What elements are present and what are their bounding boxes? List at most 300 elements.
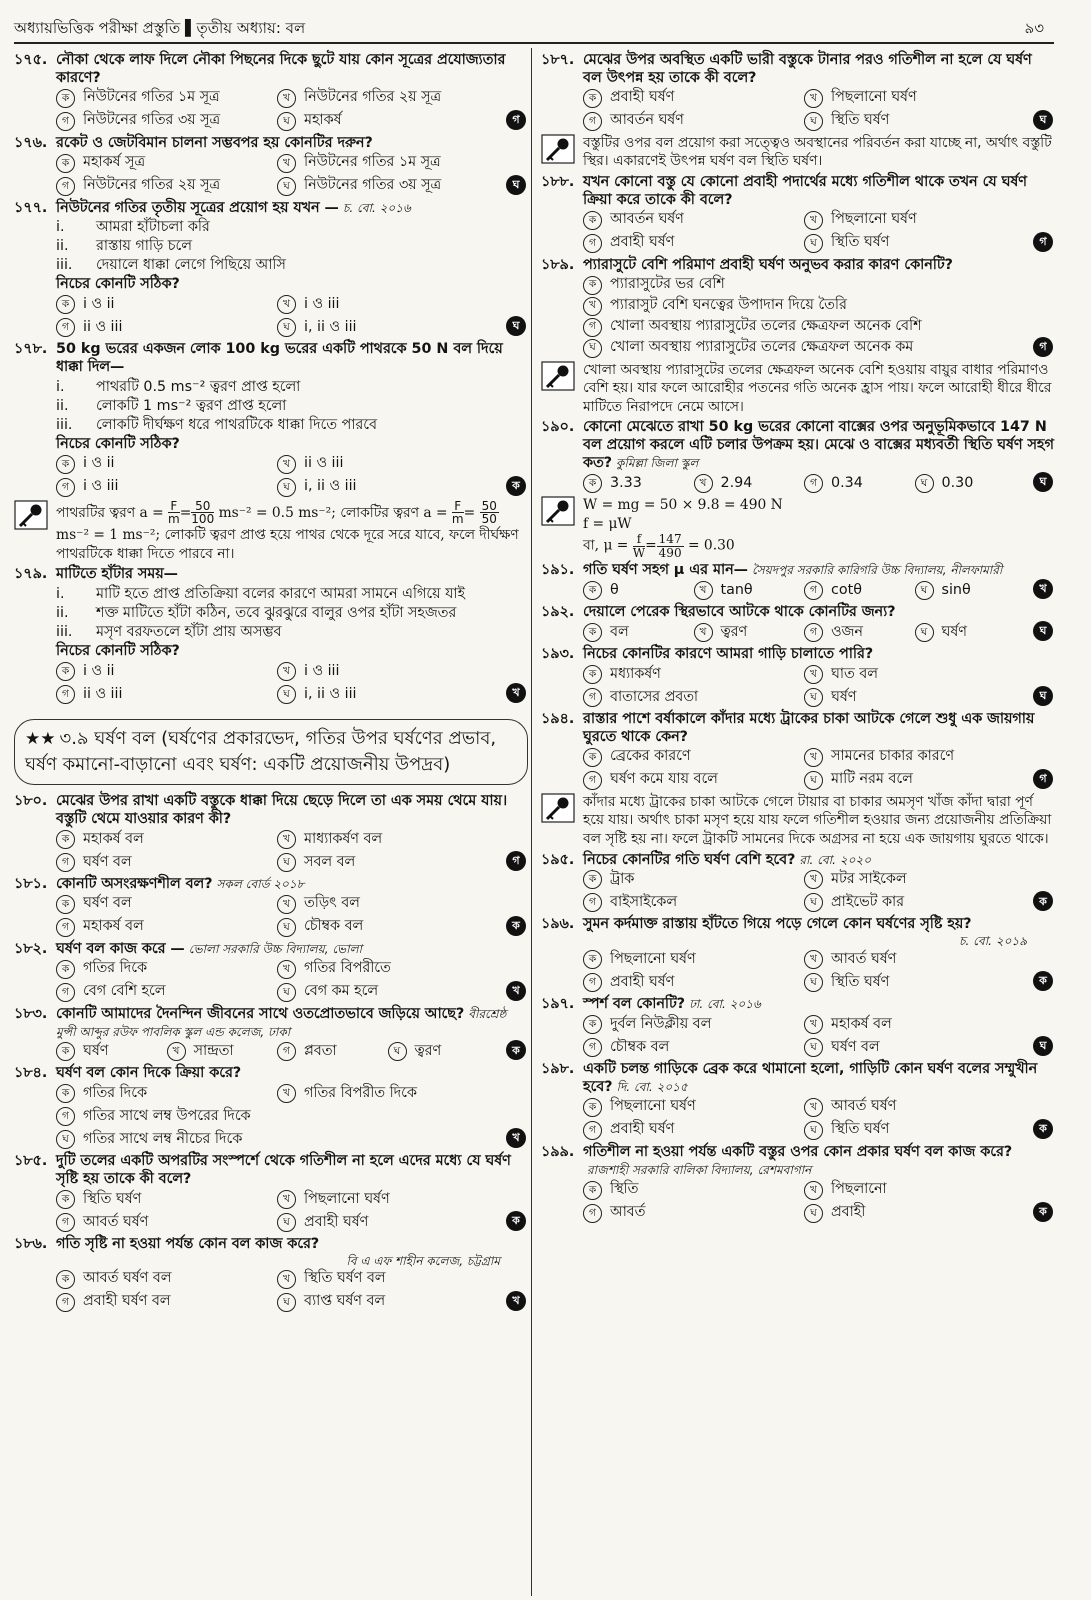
option-text: নিউটনের গতির ১ম সূত্র: [83, 89, 220, 106]
question-source: বীরশ্রেষ্ঠ মুন্সী আব্দুর রউফ পাবলিক স্কুল এন্ড কলেজ, ঢাকা: [56, 1006, 507, 1039]
options: [541, 1180, 1055, 1224]
option-label: ক: [583, 623, 602, 642]
option[interactable]: [277, 1269, 498, 1290]
option[interactable]: [56, 477, 277, 498]
roman-numeral: ii.: [56, 238, 69, 254]
option[interactable]: [804, 1120, 1025, 1141]
option[interactable]: [804, 892, 1025, 913]
option[interactable]: [56, 1269, 277, 1290]
option-label: ঘ: [804, 973, 823, 992]
option-text: বেগ বেশি হলে: [83, 983, 166, 1000]
question-source: ঢা. বো. ২০১৬: [689, 997, 761, 1012]
answer-badge: ঘ: [1033, 472, 1053, 492]
option[interactable]: [277, 454, 498, 475]
option[interactable]: [583, 770, 804, 791]
option[interactable]: [56, 1189, 277, 1210]
option[interactable]: [277, 1189, 498, 1210]
option-label: ঘ: [277, 853, 296, 872]
question-item: [14, 341, 528, 563]
option[interactable]: [56, 454, 277, 475]
option[interactable]: [277, 176, 498, 197]
option-text: i ও iii: [83, 478, 119, 495]
question-number: ১৮৬.: [14, 1235, 48, 1252]
option-text: মহাকর্ষ বল: [83, 830, 144, 847]
option[interactable]: [804, 869, 1025, 890]
option-label: গ: [56, 983, 75, 1002]
answer-badge: ক: [1033, 1202, 1053, 1222]
option-label: ক: [583, 276, 602, 295]
option[interactable]: [583, 892, 804, 913]
question-number: ১৭৭.: [14, 199, 48, 216]
option[interactable]: [583, 275, 1025, 296]
option-text: বাতাসের প্রবতা: [610, 688, 699, 705]
option-text: নিউটনের গতির ১ম সূত্র: [304, 154, 441, 171]
option[interactable]: [56, 1212, 277, 1233]
option-label: ঘ: [804, 893, 823, 912]
option-label: গ: [804, 623, 823, 642]
option[interactable]: [56, 959, 277, 980]
question-text: [14, 1006, 528, 1042]
option-label: গ: [583, 688, 602, 707]
question-item: [541, 1144, 1055, 1224]
option-label: ক: [583, 474, 602, 493]
option[interactable]: [277, 684, 498, 705]
option-label: গ: [56, 918, 75, 937]
section-title: ৩.৯ ঘর্ষণ বল (ঘর্ষণের প্রকারভেদ, গতির উপর ঘর্ষণের প্রভাব, ঘর্ষণ কমানো-বাড়ানো এবং ঘর্ষণ: একটি প্রয়োজনীয় উপদ্রব): [25, 728, 497, 776]
answer-badge: গ: [1033, 337, 1053, 357]
option[interactable]: [583, 233, 804, 254]
question-body: সুমন কর্দমাক্ত রাস্তায় হাঁটতে গিয়ে পড়ে গেলে কোন ঘর্ষণের সৃষ্টি হয়?: [583, 916, 972, 933]
option-label: ক: [56, 295, 75, 314]
option-label: গ: [583, 1038, 602, 1057]
option[interactable]: [583, 317, 1025, 338]
option[interactable]: [915, 473, 1026, 494]
answer-badge: খ: [506, 1128, 526, 1148]
options: [541, 869, 1055, 913]
statement: [56, 218, 528, 237]
option[interactable]: [583, 687, 804, 708]
option[interactable]: [56, 917, 277, 938]
numerator: F: [168, 500, 180, 514]
option-text: প্রবাহী ঘর্ষণ: [610, 234, 675, 251]
option[interactable]: [56, 153, 277, 174]
question-text: [14, 52, 528, 88]
option-label: খ: [804, 89, 823, 108]
option-text: i ও iii: [304, 662, 340, 679]
option-label: ক: [583, 211, 602, 230]
option-label: গ: [56, 1213, 75, 1232]
option-label: খ: [804, 950, 823, 969]
option[interactable]: [804, 580, 915, 601]
option[interactable]: [56, 829, 277, 850]
option[interactable]: [583, 1014, 804, 1035]
statement: [56, 623, 528, 642]
option-text: গতির দিকে: [83, 960, 147, 977]
option[interactable]: [277, 153, 498, 174]
answer-badge: ক: [506, 1040, 526, 1060]
options-grid: [56, 294, 498, 338]
option-label: খ: [694, 474, 713, 493]
option-label: খ: [804, 1015, 823, 1034]
option[interactable]: [583, 1037, 804, 1058]
question-text: [14, 135, 528, 153]
question-item: [541, 916, 1055, 993]
option-label: গ: [277, 1042, 296, 1061]
option[interactable]: [583, 111, 804, 132]
option[interactable]: [804, 1203, 1025, 1224]
fraction: [452, 500, 464, 526]
fraction: [191, 500, 214, 526]
options: [541, 1097, 1055, 1141]
option[interactable]: [277, 111, 498, 132]
option[interactable]: [277, 1041, 388, 1062]
option[interactable]: [583, 210, 804, 231]
option[interactable]: [56, 894, 277, 915]
options-grid: [56, 959, 498, 1003]
option-text: 0.30: [941, 474, 974, 491]
question-source: চ. বো. ২০১৯: [959, 934, 1027, 949]
explanation-text: কাঁদার মধ্যে ট্রাকের চাকা আটকে গেলে টায়ার বা চাকার অমসৃণ খাঁজ কাঁদা দ্বারা পূর্ণ হয়ে যায়। অর্থাৎ চাকা মসৃণ হয়ে যায় ফলে গতিশীল হওয়ার জন্য প্রয়োজনীয় প্রতিক্রিয়া বল সৃষ্টি হয় না। ফলে ট্রাকটি সামনের দিকে অগ্রসর না হয়ে এক জায়গায় ঘুরতে থাকে।: [583, 793, 1052, 847]
option-text: গতির সাথে লম্ব উপরের দিকে: [83, 1107, 251, 1124]
option-text: তড়িৎ বল: [304, 895, 360, 912]
option-label: ক: [583, 89, 602, 108]
option-text: গতির দিকে: [83, 1084, 147, 1101]
question-number: ১৮১.: [14, 875, 48, 892]
option-text: আবর্তন ঘর্ষণ: [610, 112, 684, 129]
option[interactable]: [804, 1180, 1025, 1201]
option-label: খ: [804, 748, 823, 767]
answer-badge: ক: [1033, 1119, 1053, 1139]
options-grid: [583, 747, 1025, 791]
options-grid: [56, 88, 498, 132]
question-text: [14, 876, 528, 894]
option[interactable]: [804, 233, 1025, 254]
options: [541, 622, 1055, 643]
option-label: ঘ: [56, 1130, 75, 1149]
equals: =: [179, 504, 192, 521]
option[interactable]: [277, 959, 498, 980]
which-correct: নিচের কোনটি সঠিক?: [56, 436, 180, 453]
question-number: ১৮৭.: [541, 52, 575, 68]
option-text: 0.34: [831, 474, 863, 491]
option-label: ঘ: [804, 234, 823, 253]
option[interactable]: [277, 1212, 498, 1233]
option[interactable]: [56, 88, 277, 109]
option[interactable]: [583, 1097, 804, 1118]
options: [14, 294, 528, 338]
option-text: ওজন: [831, 623, 863, 640]
option[interactable]: [583, 869, 804, 890]
option[interactable]: [277, 661, 498, 682]
option[interactable]: [583, 747, 804, 768]
option[interactable]: [694, 473, 805, 494]
option-text: খোলা অবস্থায় প্যারাসুটের তলের ক্ষেত্রফল অনেক কম: [610, 339, 914, 356]
question-number: ১৯৭.: [541, 996, 575, 1013]
option-label: ঘ: [277, 1213, 296, 1232]
question-item: [541, 419, 1055, 559]
option[interactable]: [277, 982, 498, 1003]
option[interactable]: [804, 88, 1025, 109]
option[interactable]: [56, 1041, 167, 1062]
option-label: গ: [56, 112, 75, 131]
options: [14, 1041, 528, 1062]
options-grid: [56, 894, 498, 938]
option[interactable]: [583, 338, 1025, 359]
explanation-text: ms⁻² = 1 ms⁻²; লোকটি ত্বরণ প্রাপ্ত হয়ে পাথর থেকে দূরে সরে যাবে, ফলে দীর্ঘক্ষণ পাথরটিকে ধাক্কা দিতে পারবে না।: [56, 527, 519, 562]
question-number: ১৯৯.: [541, 1143, 575, 1160]
which-correct: নিচের কোনটি সঠিক?: [56, 643, 180, 660]
option[interactable]: [804, 972, 1025, 993]
fraction: [480, 500, 499, 526]
answer-badge: খ: [1033, 579, 1053, 599]
question-item: [541, 852, 1055, 914]
options-grid: [56, 1269, 498, 1313]
option[interactable]: [583, 1203, 804, 1224]
statement: [56, 256, 528, 275]
option[interactable]: [277, 894, 498, 915]
question-text: [541, 604, 1055, 622]
options: [14, 1083, 528, 1150]
question-number: ১৮৮.: [541, 173, 575, 190]
option-label: খ: [277, 960, 296, 979]
options: [14, 829, 528, 873]
option[interactable]: [804, 622, 915, 643]
question-item: [541, 711, 1055, 849]
option[interactable]: [583, 949, 804, 970]
option-text: ট্রাক: [610, 871, 635, 888]
option-label: ক: [56, 830, 75, 849]
question-item: [14, 793, 528, 873]
options-row: [583, 580, 1025, 601]
option[interactable]: [804, 747, 1025, 768]
question-number: ১৯৪.: [541, 711, 575, 728]
option[interactable]: [277, 917, 498, 938]
option[interactable]: [56, 317, 277, 338]
option-label: গ: [583, 771, 602, 790]
option-text: সবল বল: [304, 853, 356, 870]
options: [541, 580, 1055, 601]
option[interactable]: [583, 473, 694, 494]
option[interactable]: [804, 1037, 1025, 1058]
statement: [56, 397, 528, 416]
option[interactable]: [56, 1083, 277, 1104]
option[interactable]: [56, 294, 277, 315]
option-text: tanθ: [720, 581, 753, 598]
option-label: গ: [56, 1107, 75, 1126]
option[interactable]: [583, 622, 694, 643]
option[interactable]: [694, 580, 805, 601]
option-label: ক: [56, 662, 75, 681]
option-text: i ও ii: [83, 455, 115, 472]
option[interactable]: [804, 949, 1025, 970]
options: [541, 1014, 1055, 1058]
options: [541, 949, 1055, 993]
question-number: ১৯৫.: [541, 851, 575, 868]
option-label: ক: [56, 895, 75, 914]
option[interactable]: [56, 852, 277, 873]
option[interactable]: [583, 1180, 804, 1201]
statement: [56, 237, 528, 256]
option-text: স্থিতি ঘর্ষণ বল: [304, 1270, 386, 1287]
question-body: যখন কোনো বস্তু যে কোনো প্রবাহী পদার্থের মধ্যে গতিশীল থাকে তখন যে ঘর্ষণ ক্রিয়া করে তাকে কী বলে?: [583, 173, 1027, 208]
option-text: প্রবাহী ঘর্ষণ বল: [83, 1293, 171, 1310]
option[interactable]: [388, 1041, 499, 1062]
numerator: f: [633, 533, 645, 547]
solution-result: = 0.30: [687, 537, 735, 554]
option[interactable]: [583, 88, 804, 109]
option[interactable]: [583, 664, 804, 685]
question-body: রাস্তার পাশে বর্ষাকালে কাঁদার মধ্যে ট্রাকের চাকা আটকে গেলে শুধু এক জায়গায় ঘুরতে থাকে কেন?: [583, 711, 1035, 745]
option-label: ক: [583, 1181, 602, 1200]
roman-numeral: ii.: [56, 604, 69, 621]
option[interactable]: [583, 972, 804, 993]
key-icon: [541, 361, 575, 391]
question-body: দেয়ালে পেরেক স্থিরভাবে আটকে থাকে কোনটির জন্য?: [583, 604, 896, 621]
option[interactable]: [277, 1083, 498, 1104]
option[interactable]: [804, 473, 915, 494]
numerator: 50: [191, 500, 214, 514]
denominator: m: [451, 512, 464, 527]
option-label: খ: [277, 1190, 296, 1209]
column-divider: [531, 48, 532, 1596]
option-label: ক: [56, 1042, 75, 1061]
question-body: 50 kg ভরের একজন লোক 100 kg ভরের একটি পাথরকে 50 N বল দিয়ে ধাক্কা দিল—: [56, 341, 503, 376]
option[interactable]: [277, 1292, 498, 1313]
answer-badge: গ: [1033, 232, 1053, 252]
question-text: [541, 852, 1055, 870]
question-body: একটি চলন্ত গাড়িকে ব্রেক করে থামানো হলো, গাড়িটি কোন ঘর্ষণ বলের সম্মুখীন হবে?: [583, 1061, 1038, 1096]
answer-badge: ক: [506, 916, 526, 936]
option-text: প্রবাহী ঘর্ষণ: [304, 1213, 369, 1230]
option-text: প্যারাসুট বেশি ঘনত্বের উপাদান দিয়ে তৈরি: [610, 297, 847, 314]
option-label: ঘ: [388, 1042, 407, 1061]
option-label: খ: [167, 1042, 186, 1061]
option[interactable]: [56, 684, 277, 705]
roman-numeral: i.: [56, 585, 65, 602]
option[interactable]: [915, 622, 1026, 643]
page-number: ৯৩: [1024, 19, 1044, 38]
option-text: দুর্বল নিউক্লীয় বল: [610, 1015, 712, 1032]
option[interactable]: [804, 687, 1025, 708]
option[interactable]: [56, 176, 277, 197]
option-text: sinθ: [941, 581, 971, 598]
key-icon: [541, 496, 575, 526]
question-number: ১৯১.: [541, 562, 575, 579]
statement-list: [14, 585, 528, 642]
option-label: খ: [277, 662, 296, 681]
explanation-text: ms⁻² = 0.5 ms⁻²; লোকটির ত্বরণ a =: [218, 504, 448, 521]
options: [14, 959, 528, 1003]
options-grid: [583, 88, 1025, 132]
options-grid: [583, 210, 1025, 254]
option-label: ক: [583, 581, 602, 600]
option-text: আবর্তন ঘর্ষণ: [610, 211, 684, 228]
option[interactable]: [167, 1041, 278, 1062]
question-number: ১৯৬.: [541, 916, 575, 933]
option-label: খ: [804, 211, 823, 230]
options-grid: [583, 1014, 1025, 1058]
option-text: স্থিতি ঘর্ষণ: [831, 234, 890, 251]
option[interactable]: [56, 111, 277, 132]
option[interactable]: [804, 1097, 1025, 1118]
option[interactable]: [804, 1014, 1025, 1035]
answer-badge: ক: [1033, 971, 1053, 991]
options: [14, 894, 528, 938]
option-label: ক: [56, 1190, 75, 1209]
option-label: ক: [583, 870, 602, 889]
options-row: [56, 1041, 498, 1062]
option-text: মহাকর্ষ: [304, 112, 342, 129]
answer-badge: গ: [1033, 769, 1053, 789]
option[interactable]: [56, 982, 277, 1003]
question-item: [14, 1236, 528, 1313]
option-text: পিছলানো ঘর্ষণ: [304, 1190, 390, 1207]
options-grid: [583, 869, 1025, 913]
option[interactable]: [915, 580, 1026, 601]
option[interactable]: [804, 111, 1025, 132]
option-text: আবর্ত ঘর্ষণ: [831, 950, 897, 967]
option-text: i, ii ও iii: [304, 478, 357, 495]
numerator: 147: [658, 532, 682, 547]
option-label: ক: [583, 1015, 602, 1034]
option-text: ঘর্ষণ বল: [831, 1038, 880, 1055]
option[interactable]: [56, 1106, 498, 1127]
option[interactable]: [277, 294, 498, 315]
option[interactable]: [583, 1120, 804, 1141]
option[interactable]: [804, 210, 1025, 231]
option[interactable]: [277, 317, 498, 338]
statement-list: [14, 378, 528, 435]
option-label: ক: [56, 455, 75, 474]
option-text: প্রবাহী ঘর্ষণ: [610, 973, 675, 990]
option-label: ঘ: [277, 1293, 296, 1312]
options-grid: [56, 153, 498, 197]
option[interactable]: [277, 477, 498, 498]
option-text: পিছলানো ঘর্ষণ: [610, 1098, 696, 1115]
option[interactable]: [277, 88, 498, 109]
option[interactable]: [804, 770, 1025, 791]
question-text: [541, 257, 1055, 275]
option[interactable]: [56, 1129, 498, 1150]
option[interactable]: [804, 664, 1025, 685]
question-text: [541, 646, 1055, 664]
option-text: আবর্ত ঘর্ষণ বল: [83, 1270, 172, 1287]
option-text: মধ্যাকর্ষণ: [610, 665, 661, 682]
option[interactable]: [583, 580, 694, 601]
option-text: প্যারাসুটের ভর বেশি: [610, 276, 725, 293]
option[interactable]: [583, 296, 1025, 317]
question-text: [14, 793, 528, 829]
option[interactable]: [56, 661, 277, 682]
option-text: মাধ্যাকর্ষণ বল: [304, 830, 383, 847]
option[interactable]: [277, 852, 498, 873]
question-number: ১৮৩.: [14, 1005, 48, 1022]
question-number: ১৭৬.: [14, 134, 48, 151]
question-text: [14, 1065, 528, 1083]
question-item: [541, 646, 1055, 708]
option[interactable]: [56, 1292, 277, 1313]
option-label: ক: [583, 1098, 602, 1117]
statement: [56, 378, 528, 397]
option-label: খ: [694, 623, 713, 642]
option[interactable]: [694, 622, 805, 643]
option-label: ঘ: [915, 581, 934, 600]
option[interactable]: [277, 829, 498, 850]
question-text: [14, 941, 528, 959]
question-source: কুমিল্লা জিলা স্কুল: [616, 456, 699, 471]
question-body: গতি ঘর্ষণ সহগ μ এর মান—: [583, 562, 748, 579]
option-text: বেগ কম হলে: [304, 983, 379, 1000]
